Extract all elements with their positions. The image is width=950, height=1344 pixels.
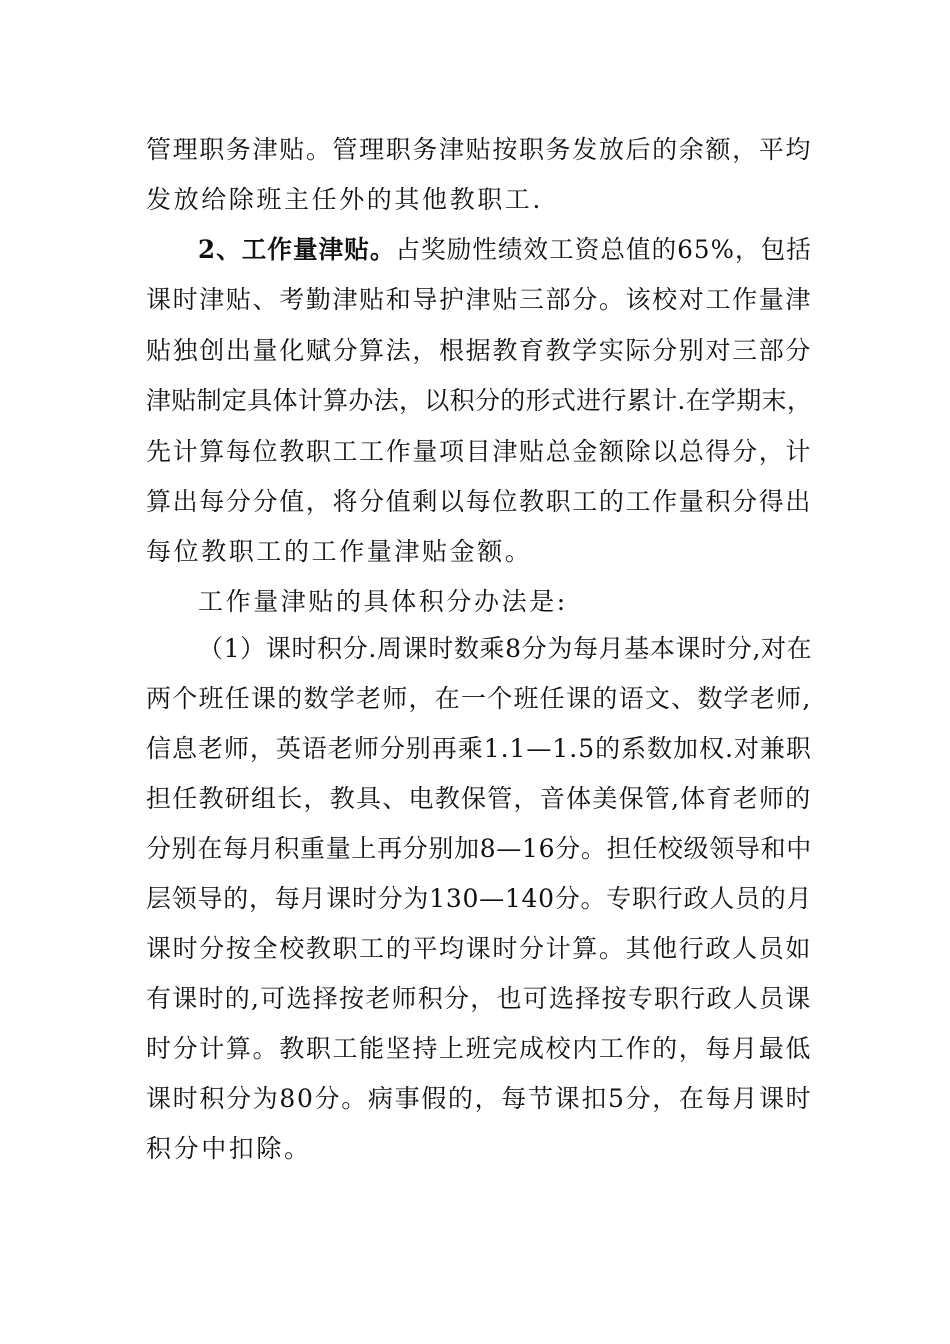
paragraph-line: 课时津贴、考勤津贴和导护津贴三部分。该校对工作量津 xyxy=(146,285,813,314)
paragraph-line: 时分计算。教职工能坚持上班完成校内工作的，每月最低 xyxy=(146,1034,813,1063)
paragraph-line: 信息老师，英语老师分别再乘1.1—1.5的系数加权.对兼职 xyxy=(146,734,812,763)
paragraph-line: 积分中扣除。 xyxy=(146,1134,312,1163)
paragraph-line: 课时积分为80分。病事假的，每节课扣5分，在每月课时 xyxy=(146,1084,813,1113)
paragraph-line: 有课时的,可选择按老师积分，也可选择按专职行政人员课 xyxy=(146,984,812,1013)
paragraph-line: 层领导的，每月课时分为130—140分。专职行政人员的月 xyxy=(146,884,813,913)
section-2-heading: 2、工作量津贴。 xyxy=(198,235,396,264)
paragraph-line: 每位教职工的工作量津贴金额。 xyxy=(146,537,533,566)
paragraph-line: 分别在每月积重量上再分别加8—16分。担任校级领导和中 xyxy=(146,834,812,863)
section-2-text: 占奖励性绩效工资总值的65%，包括 xyxy=(395,235,812,264)
paragraph-line: 两个班任课的数学老师，在一个班任课的语文、数学老师, xyxy=(146,684,812,713)
paragraph-line: 津贴制定具体计算办法，以积分的形式进行累计.在学期末， xyxy=(146,386,813,415)
paragraph-line: 先计算每位教职工工作量项目津贴总金额除以总得分，计 xyxy=(146,437,813,466)
paragraph-line: 发放给除班主任外的其他教职工. xyxy=(146,185,543,214)
paragraph-line: 算出每分分值，将分值剩以每位教职工的工作量积分得出 xyxy=(146,487,813,516)
paragraph-line: （1）课时积分.周课时数乘8分为每月基本课时分,对在 xyxy=(198,634,813,663)
paragraph-line: 管理职务津贴。管理职务津贴按职务发放后的余额，平均 xyxy=(146,135,813,164)
paragraph-line: 工作量津贴的具体积分办法是: xyxy=(198,587,568,616)
paragraph-line: 贴独创出量化赋分算法，根据教育教学实际分别对三部分 xyxy=(146,336,813,365)
paragraph-line: 课时分按全校教职工的平均课时分计算。其他行政人员如 xyxy=(146,934,813,963)
section-2-first-line xyxy=(198,233,812,267)
paragraph-line: 担任教研组长，教具、电教保管，音体美保管,体育老师的 xyxy=(146,784,812,813)
